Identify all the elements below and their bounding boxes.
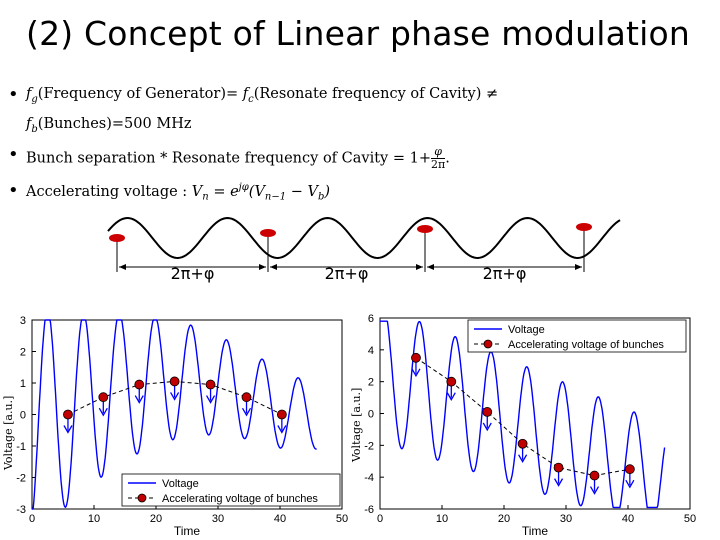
x-tick-label: 10 <box>435 513 449 525</box>
separation-label: 2π+φ <box>324 264 369 283</box>
bunch-point <box>170 377 179 386</box>
bullet-3-end: . <box>445 150 450 167</box>
legend-label: Accelerating voltage of bunches <box>162 493 318 505</box>
y-tick-label: 2 <box>19 346 26 359</box>
legend <box>122 474 340 506</box>
legend <box>468 320 686 352</box>
superscript-exp: jφ <box>238 182 249 193</box>
x-tick-label: 0 <box>376 513 384 525</box>
bunch-point <box>590 471 599 480</box>
bullet-3-text: Bunch separation * Resonate frequency of Cavity = 1+ <box>26 150 431 167</box>
separation-label: 2π+φ <box>482 264 527 283</box>
x-axis-label: Time <box>521 524 549 538</box>
x-tick-label: 40 <box>621 513 635 525</box>
plot-left <box>16 315 348 538</box>
separation-label: 2π+φ <box>170 264 215 283</box>
subscript-c: c <box>248 93 254 105</box>
bunch-point <box>447 377 456 386</box>
y-tick-label: -3 <box>16 504 26 516</box>
x-tick-label: 40 <box>273 513 287 525</box>
formula-open: (V <box>248 183 265 200</box>
y-tick-label: 1 <box>19 378 26 390</box>
legend-label: Accelerating voltage of bunches <box>508 339 664 351</box>
formula-close: ) <box>324 183 331 200</box>
bullet-dot: • <box>8 144 19 165</box>
y-tick-label: 0 <box>19 409 26 422</box>
plot-right-ylabel: Voltage [a.u.] <box>350 387 363 462</box>
legend-label: Voltage <box>508 324 545 336</box>
x-tick-label: 30 <box>211 513 225 525</box>
x-tick-label: 0 <box>28 513 36 525</box>
x-axis-label: Time <box>173 524 201 538</box>
plot-right <box>364 313 696 538</box>
symbol-f: f <box>242 86 249 102</box>
x-tick-label: 20 <box>149 513 163 525</box>
bunch-point <box>135 380 144 389</box>
y-tick-label: -4 <box>364 472 374 485</box>
bullet-dot: • <box>8 84 19 105</box>
fraction-numerator: φ <box>431 146 445 159</box>
x-tick-label: 50 <box>683 513 697 525</box>
formula-eq: = e <box>208 183 239 200</box>
symbol-f: f <box>26 86 32 102</box>
bunch-point <box>206 380 215 389</box>
x-tick-label: 30 <box>559 513 573 525</box>
x-tick-label: 50 <box>335 513 349 525</box>
subscript-b: b <box>317 191 325 203</box>
bunch-point <box>411 353 420 362</box>
formula-minus: − V <box>286 183 318 200</box>
bunch-point <box>99 393 108 402</box>
bunch-point <box>554 463 563 472</box>
symbol-f: f <box>26 116 32 132</box>
symbol-v: V <box>191 183 203 200</box>
bunch-point <box>625 465 634 474</box>
bullet-dot: • <box>8 180 19 201</box>
y-tick-label: -2 <box>364 440 374 453</box>
y-tick-label: 0 <box>367 408 374 421</box>
bullet-1-text-a: (Frequency of Generator)= <box>37 86 243 102</box>
y-tick-label: 4 <box>367 344 374 357</box>
bullet-1-text-b: (Resonate frequency of Cavity) ≠ <box>253 86 499 102</box>
legend-marker <box>484 340 492 348</box>
subscript-g: g <box>31 93 38 105</box>
legend-marker <box>138 494 146 502</box>
legend-label: Voltage <box>162 478 199 490</box>
x-tick-label: 10 <box>87 513 101 525</box>
y-tick-label: 3 <box>19 315 26 327</box>
y-tick-label: -1 <box>16 441 26 453</box>
x-tick-label: 20 <box>497 513 511 525</box>
bullet-2-text: (Bunches)=500 MHz <box>37 116 192 132</box>
fraction-denominator: 2π <box>430 158 446 171</box>
y-tick-label: 6 <box>367 313 374 325</box>
subscript-n-minus-1: n−1 <box>264 191 287 203</box>
bunch-point <box>277 410 286 419</box>
bunch-point <box>242 393 251 402</box>
y-tick-label: 2 <box>367 376 374 389</box>
subscript-b: b <box>31 123 38 135</box>
y-tick-label: -2 <box>16 472 26 485</box>
y-tick-label: -6 <box>364 504 374 516</box>
subscript-n: n <box>202 191 209 203</box>
slide-title: (2) Concept of Linear phase modulation <box>26 14 691 53</box>
bunch-point <box>518 439 527 448</box>
bullet-4-text: Accelerating voltage : <box>26 183 192 200</box>
plot-left-ylabel: Voltage [a.u.] <box>2 395 15 470</box>
bunch-point <box>483 407 492 416</box>
bunch-point <box>63 410 72 419</box>
